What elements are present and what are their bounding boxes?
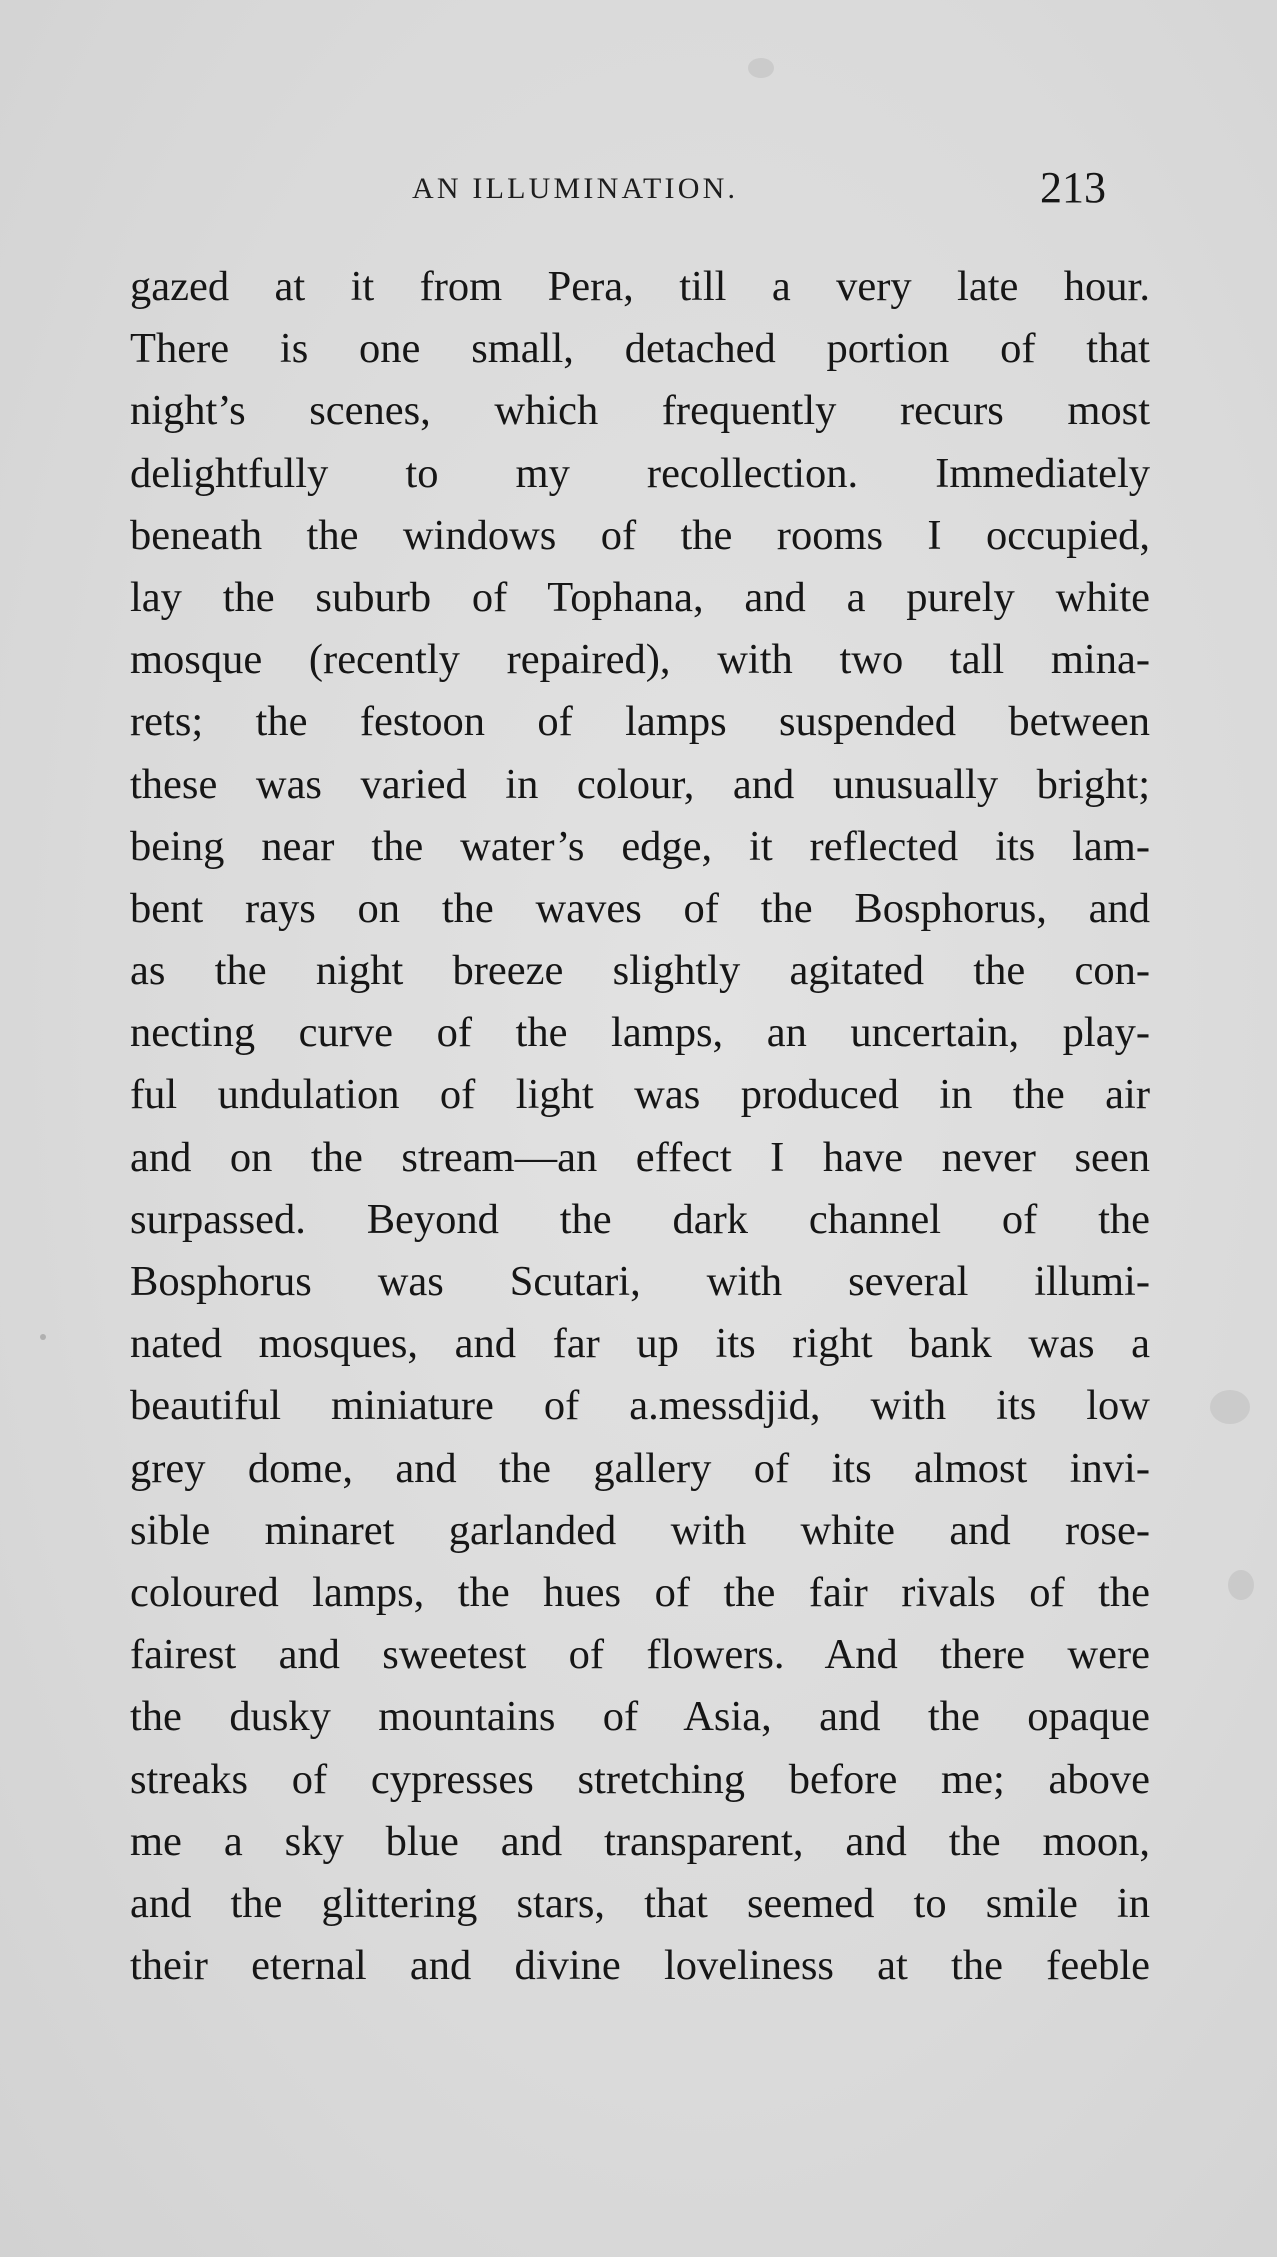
body-text [130,256,1150,1997]
text-line: fairest and sweetest of flowers. And there were [130,1631,1150,1679]
text-line: surpassed. Beyond the dark channel of the [130,1195,1150,1243]
text-line: sible minaret garlanded with white and rose- [130,1506,1150,1554]
page-header [0,163,1277,228]
text-line: necting curve of the lamps, an uncertain, play- [130,1009,1150,1057]
text-line: ful undulation of light was produced in the air [130,1071,1150,1119]
text-line: the dusky mountains of Asia, and the opaque [130,1693,1150,1741]
text-line: being near the water’s edge, it reflected its lam- [130,822,1150,870]
text-line: these was varied in colour, and unusually bright; [130,760,1150,808]
text-line: There is one small, detached portion of that [130,325,1150,373]
paper-speck [748,58,774,78]
text-line: delightfully to my recollection. Immediately [130,449,1150,497]
text-line: grey dome, and the gallery of its almost invi- [130,1444,1150,1492]
text-line: gazed at it from Pera, till a very late hour. [130,263,1150,310]
text-line: lay the suburb of Tophana, and a purely white [130,573,1150,621]
text-line: rets; the festoon of lamps suspended between [130,698,1150,746]
text-line: beneath the windows of the rooms I occupied, [130,511,1150,559]
text-line: as the night breeze slightly agitated the con- [130,947,1150,995]
paper-speck [40,1334,46,1340]
text-line: nated mosques, and far up its right bank was a [130,1320,1150,1368]
text-line: bent rays on the waves of the Bosphorus, and [130,884,1150,932]
text-line: me a sky blue and transparent, and the moon, [130,1817,1150,1865]
page-number: 213 [1040,163,1106,212]
text-line: coloured lamps, the hues of the fair rivals of the [130,1568,1150,1616]
text-line: and on the stream—an effect I have never seen [130,1133,1150,1181]
text-line: mosque (recently repaired), with two tall mina- [130,636,1150,684]
text-line: and the glittering stars, that seemed to smile in [130,1879,1150,1927]
text-line: streaks of cypresses stretching before me; above [130,1755,1150,1803]
text-line: Bosphorus was Scutari, with several illumi- [130,1258,1150,1305]
text-line: their eternal and divine loveliness at the feeble [130,1942,1150,1990]
paper-speck [1228,1570,1254,1600]
paper-speck [1210,1390,1250,1424]
text-line: night’s scenes, which frequently recurs most [130,387,1150,435]
text-line: beautiful miniature of a.messdjid, with its low [130,1382,1150,1430]
running-head: AN ILLUMINATION. [412,172,739,205]
